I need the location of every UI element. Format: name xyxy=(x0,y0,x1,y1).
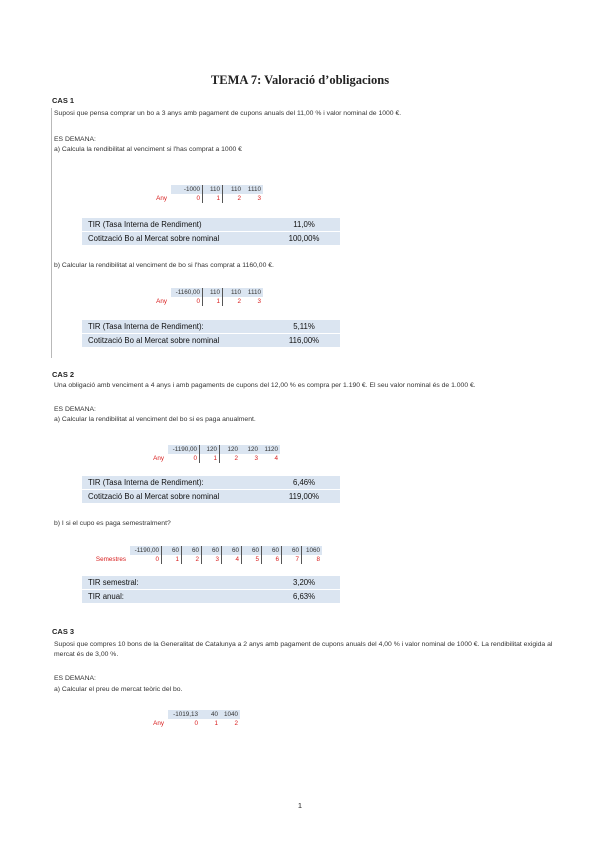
cas1-question-a: a) Calcula la rendibilitat al venciment si l'has comprat a 1000 € xyxy=(54,146,242,153)
period-cell: 2 xyxy=(182,555,202,564)
period-axis-label: Any xyxy=(156,195,167,202)
result-value: 3,20% xyxy=(292,578,316,587)
cashflow-cell: -1019,13 xyxy=(168,710,200,719)
period-cell: 6 xyxy=(262,555,282,564)
cashflow-cell: 1060 xyxy=(302,546,322,555)
period-row xyxy=(121,297,263,306)
result-label: Cotització Bo al Mercat sobre nominal xyxy=(88,492,220,501)
period-cell: 0 xyxy=(194,720,198,727)
cashflow-cell: 110 xyxy=(223,288,243,297)
cashflow-cell: 60 xyxy=(222,546,242,555)
result-row xyxy=(82,489,340,503)
period-cell: 3 xyxy=(257,195,261,202)
result-row xyxy=(82,576,340,589)
result-row xyxy=(82,218,340,231)
cashflow-cell: 60 xyxy=(162,546,182,555)
result-value: 100,00% xyxy=(288,234,320,243)
period-axis-label: Any xyxy=(153,455,164,462)
period-row xyxy=(118,719,240,728)
cas1-cashflow-b xyxy=(121,288,263,306)
period-cell: 2 xyxy=(234,720,238,727)
period-cell: 4 xyxy=(274,455,278,462)
result-label: Cotització Bo al Mercat sobre nominal xyxy=(88,336,220,345)
period-row xyxy=(118,454,280,463)
cashflow-row xyxy=(118,445,280,454)
cashflow-row xyxy=(121,288,263,297)
period-cell: 1 xyxy=(200,454,220,463)
period-cell: 2 xyxy=(237,195,241,202)
cas1-statement: Suposi que pensa comprar un bo a 3 anys amb pagament de cupons anuals del 11,00 % i valor nominal de 1000 €. xyxy=(54,110,402,117)
period-cell: 2 xyxy=(237,298,241,305)
cas1-asks: ES DEMANA: xyxy=(54,136,96,143)
period-row xyxy=(121,194,263,203)
cas3-heading: CAS 3 xyxy=(52,627,75,636)
cashflow-cell: 60 xyxy=(202,546,222,555)
cas2-question-b: b) I si el cupo es paga semestralment? xyxy=(54,520,171,527)
result-label: Cotització Bo al Mercat sobre nominal xyxy=(88,234,220,243)
cashflow-cell: 40 xyxy=(200,710,220,719)
cas1-results-b xyxy=(82,320,340,347)
result-label: TIR (Tasa Interna de Rendiment) xyxy=(88,220,202,229)
period-cell: 0 xyxy=(171,297,203,306)
cas2-heading: CAS 2 xyxy=(52,370,75,379)
result-row xyxy=(82,333,340,347)
result-label: TIR (Tasa Interna de Rendiment): xyxy=(88,478,204,487)
cashflow-cell: 120 xyxy=(200,445,220,454)
cas1-heading: CAS 1 xyxy=(52,96,75,105)
result-label: TIR anual: xyxy=(88,592,124,601)
period-cell: 3 xyxy=(254,455,258,462)
result-value: 116,00% xyxy=(288,336,320,345)
cas1-left-rule xyxy=(51,108,52,358)
cashflow-cell: 1040 xyxy=(220,710,240,719)
period-cell: 3 xyxy=(202,555,222,564)
cas3-question-a: a) Calcular el preu de mercat teòric del bo. xyxy=(54,686,183,693)
cas2-statement: Una obligació amb venciment a 4 anys i amb pagaments de cupons del 12,00 % es compra per 1.190 €. El seu valor nominal és de 1.000 €. xyxy=(54,382,476,389)
period-cell: 7 xyxy=(282,555,302,564)
result-value: 6,46% xyxy=(292,478,316,487)
cashflow-cell: -1190,00 xyxy=(130,546,162,555)
period-cell: 1 xyxy=(162,555,182,564)
period-cell: 0 xyxy=(130,555,162,564)
period-row xyxy=(80,555,322,564)
label-spacer xyxy=(80,546,130,555)
cas2-asks: ES DEMANA: xyxy=(54,406,96,413)
period-cell: 2 xyxy=(234,455,238,462)
cashflow-row xyxy=(118,710,240,719)
cashflow-cell: 60 xyxy=(182,546,202,555)
cashflow-cell: -1000 xyxy=(171,185,203,194)
result-row xyxy=(82,320,340,333)
period-cell: 1 xyxy=(214,720,218,727)
result-value: 119,00% xyxy=(288,492,320,501)
cashflow-cell: 1110 xyxy=(243,288,263,297)
cashflow-cell: 110 xyxy=(203,185,223,194)
cas1-cashflow-a xyxy=(121,185,263,203)
result-row xyxy=(82,589,340,603)
cas2-cashflow-a xyxy=(118,445,280,463)
result-row xyxy=(82,476,340,489)
cas3-asks: ES DEMANA: xyxy=(54,675,96,682)
cashflow-cell: 120 xyxy=(240,445,260,454)
period-axis-label: Any xyxy=(156,298,167,305)
cashflow-cell: -1190,00 xyxy=(168,445,200,454)
period-cell: 0 xyxy=(171,194,203,203)
result-value: 5,11% xyxy=(293,322,315,331)
cashflow-cell: 110 xyxy=(203,288,223,297)
page-title: TEMA 7: Valoració d’obligacions xyxy=(210,73,390,87)
cas1-results-a xyxy=(82,218,340,245)
result-label: TIR semestral: xyxy=(88,578,139,587)
cas2-cashflow-b xyxy=(80,546,322,564)
period-axis-label: Any xyxy=(153,720,164,727)
result-label: TIR (Tasa Interna de Rendiment): xyxy=(88,322,204,331)
cashflow-cell: 1120 xyxy=(260,445,280,454)
cashflow-row xyxy=(80,546,322,555)
period-cell: 8 xyxy=(316,556,320,563)
result-value: 6,63% xyxy=(292,592,316,601)
result-row xyxy=(82,231,340,245)
period-cell: 1 xyxy=(203,297,223,306)
cas3-cashflow-a xyxy=(118,710,240,728)
cashflow-cell: -1160,00 xyxy=(171,288,203,297)
cashflow-cell: 60 xyxy=(262,546,282,555)
cashflow-row xyxy=(121,185,263,194)
period-cell: 1 xyxy=(203,194,223,203)
label-spacer xyxy=(118,445,168,454)
period-cell: 0 xyxy=(168,454,200,463)
cashflow-cell: 1110 xyxy=(243,185,263,194)
label-spacer xyxy=(121,288,171,297)
cashflow-cell: 60 xyxy=(282,546,302,555)
label-spacer xyxy=(118,710,168,719)
period-cell: 5 xyxy=(242,555,262,564)
period-axis-label: Semestres xyxy=(95,556,126,563)
cas1-question-b: b) Calcular la rendibilitat al venciment de bo si l'has comprat a 1160,00 €. xyxy=(54,262,274,269)
cashflow-cell: 120 xyxy=(220,445,240,454)
cashflow-cell: 60 xyxy=(242,546,262,555)
label-spacer xyxy=(121,185,171,194)
cas2-question-a: a) Calcular la rendibilitat al venciment del bo si es paga anualment. xyxy=(54,416,256,423)
result-value: 11,0% xyxy=(293,220,315,229)
cas2-results-b xyxy=(82,576,340,603)
period-cell: 3 xyxy=(257,298,261,305)
period-cell: 4 xyxy=(222,555,242,564)
cas3-statement: Suposi que compres 10 bons de la Generalitat de Catalunya a 2 anys amb pagament de cupons anuals del 4,00 % i valor nominal de 1000 €. La rendibilitat exigida al mercat és de 3,00 %. xyxy=(54,641,553,658)
page-number: 1 xyxy=(297,801,303,810)
cas2-results-a xyxy=(82,476,340,503)
cashflow-cell: 110 xyxy=(223,185,243,194)
